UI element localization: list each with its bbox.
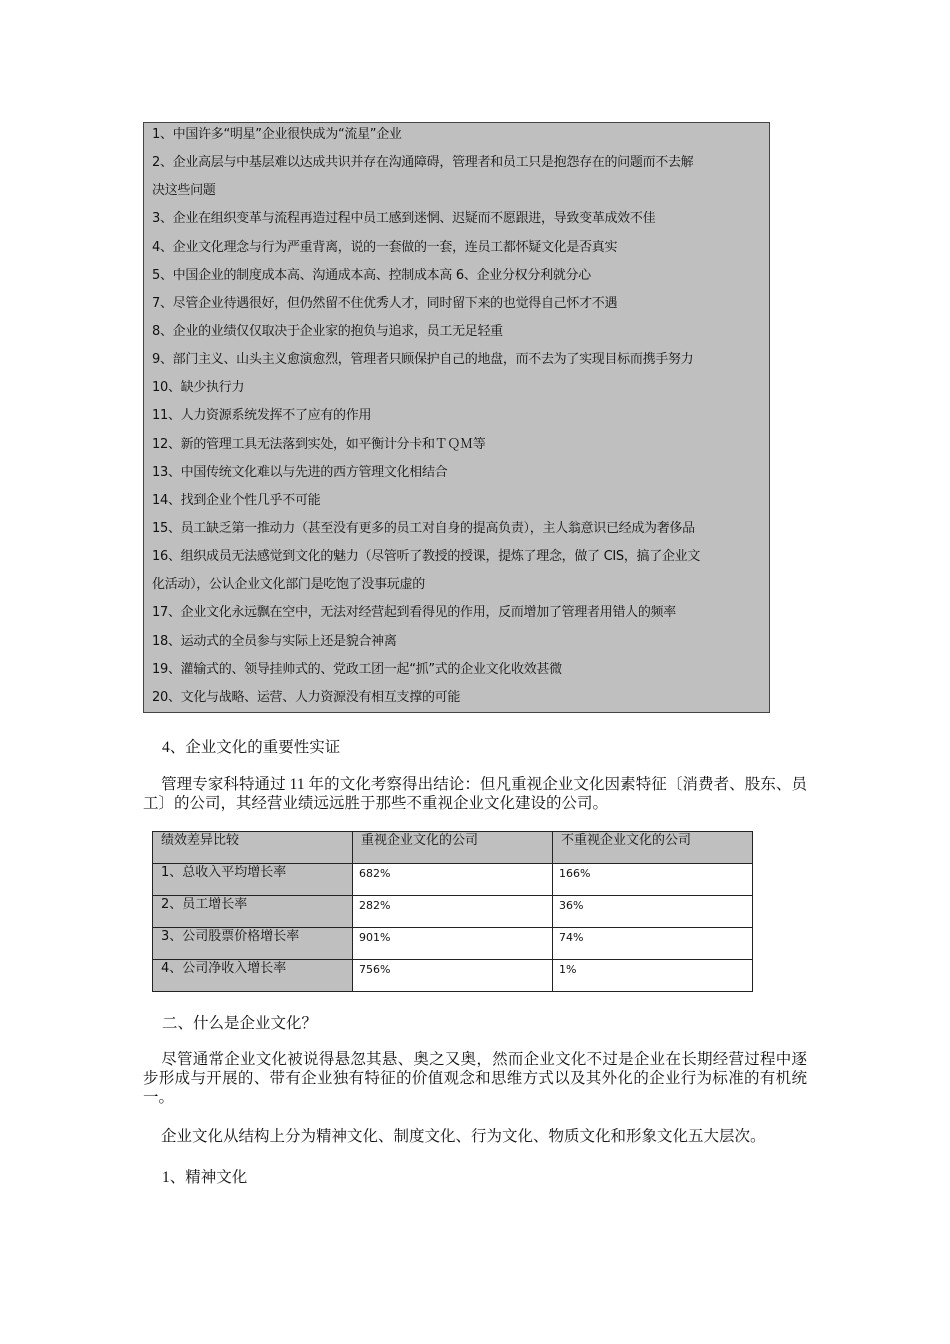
definition-paragraph — [143, 1050, 807, 1107]
table-cell: 2、员工增长率 — [153, 896, 353, 928]
problem-line: 1、中国许多“明星”企业很快成为“流星”企业 — [152, 127, 402, 142]
problem-line: 3、企业在组织变革与流程再造过程中员工感到迷惘、迟疑而不愿跟进，导致变革成效不佳 — [152, 211, 656, 227]
problem-line: 19、灌输式的、领导挂帅式的、党政工团一起“抓”式的企业文化收效甚微 — [152, 661, 562, 677]
table-header-cell: 重视企业文化的公司 — [353, 832, 553, 864]
table-cell: 1、总收入平均增长率 — [153, 864, 353, 896]
table-cell: 282% — [353, 896, 553, 928]
table-row — [153, 896, 753, 928]
problem-line: 13、中国传统文化难以与先进的西方管理文化相结合 — [152, 464, 448, 480]
table-header-row — [153, 832, 753, 864]
problem-line: 决这些问题 — [152, 183, 216, 199]
table-cell: 36% — [553, 896, 753, 928]
problem-line: 18、运动式的全员参与实际上还是貌合神离 — [152, 633, 397, 649]
problem-line: 2、企业高层与中基层难以达成共识并存在沟通障碍，管理者和员工只是抱怨存在的问题而不去解 — [152, 155, 694, 171]
problem-line: 9、部门主义、山头主义愈演愈烈，管理者只顾保护自己的地盘，而不去为了实现目标而携手努力 — [152, 352, 694, 368]
problem-line: 7、尽管企业待遇很好，但仍然留不住优秀人才，同时留下来的也觉得自己怀才不遇 — [152, 295, 618, 311]
problem-line: 12、新的管理工具无法落到实处，如平衡计分卡和ＴＱＭ等 — [152, 436, 486, 452]
problem-line: 17、企业文化永远飘在空中，无法对经营起到看得见的作用，反而增加了管理者用错人的频率 — [152, 605, 676, 621]
table-row — [153, 864, 753, 896]
problem-line: 16、组织成员无法感觉到文化的魅力（尽管听了教授的授课，提炼了理念，做了 CIS，搞了企业文 — [152, 549, 701, 565]
table-header-cell: 绩效差异比较 — [153, 832, 353, 864]
table-cell: 74% — [553, 928, 753, 960]
structure-paragraph — [143, 1127, 807, 1146]
table-cell: 1% — [553, 960, 753, 992]
problem-line: 化活动），公认企业文化部门是吃饱了没事玩虚的 — [152, 577, 425, 593]
definition-paragraph-text: 尽管通常企业文化被说得悬忽其悬、奥之又奥，然而企业文化不过是企业在长期经营过程中逐步形成与开展的、带有企业独有特征的价值观念和思维方式以及其外化的企业行为标准的有机统一。 — [143, 1051, 807, 1106]
section-4-heading: 4、企业文化的重要性实证 — [162, 739, 341, 756]
problem-line: 8、企业的业绩仅仅取决于企业家的抱负与追求，员工无足轻重 — [152, 323, 503, 339]
table-cell: 166% — [553, 864, 753, 896]
table-cell: 756% — [353, 960, 553, 992]
table-cell: 682% — [353, 864, 553, 896]
problem-line: 15、员工缺乏第一推动力（甚至没有更多的员工对自身的提高负责），主人翁意识已经成为奢侈品 — [152, 520, 695, 536]
problem-line: 20、文化与战略、运营、人力资源没有相互支撑的可能 — [152, 689, 461, 705]
problem-line: 5、中国企业的制度成本高、沟通成本高、控制成本高 6、企业分权分利就分心 — [152, 267, 591, 283]
table-row — [153, 928, 753, 960]
section-2-heading: 二、什么是企业文化？ — [162, 1015, 318, 1032]
structure-paragraph-text: 企业文化从结构上分为精神文化、制度文化、行为文化、物质文化和形象文化五大层次。 — [161, 1128, 766, 1145]
problem-line: 11、人力资源系统发挥不了应有的作用 — [152, 408, 372, 424]
problems-list-box — [143, 122, 770, 713]
table-header-cell: 不重视企业文化的公司 — [553, 832, 753, 864]
problem-line: 10、缺少执行力 — [152, 380, 245, 396]
table-cell: 3、公司股票价格增长率 — [153, 928, 353, 960]
table-row — [153, 960, 753, 992]
table-cell: 901% — [353, 928, 553, 960]
kotter-paragraph — [143, 775, 807, 813]
subsection-1-heading: 1、精神文化 — [162, 1169, 248, 1186]
performance-table — [152, 831, 753, 992]
table-cell: 4、公司净收入增长率 — [153, 960, 353, 992]
problem-line: 14、找到企业个性几乎不可能 — [152, 492, 321, 508]
problem-line: 4、企业文化理念与行为严重背离，说的一套做的一套，连员工都怀疑文化是否真实 — [152, 239, 618, 255]
kotter-paragraph-text: 管理专家科特通过 11 年的文化考察得出结论：但凡重视企业文化因素特征〔消费者、股东、员工〕的公司，其经营业绩远远胜于那些不重视企业文化建设的公司。 — [143, 776, 807, 812]
